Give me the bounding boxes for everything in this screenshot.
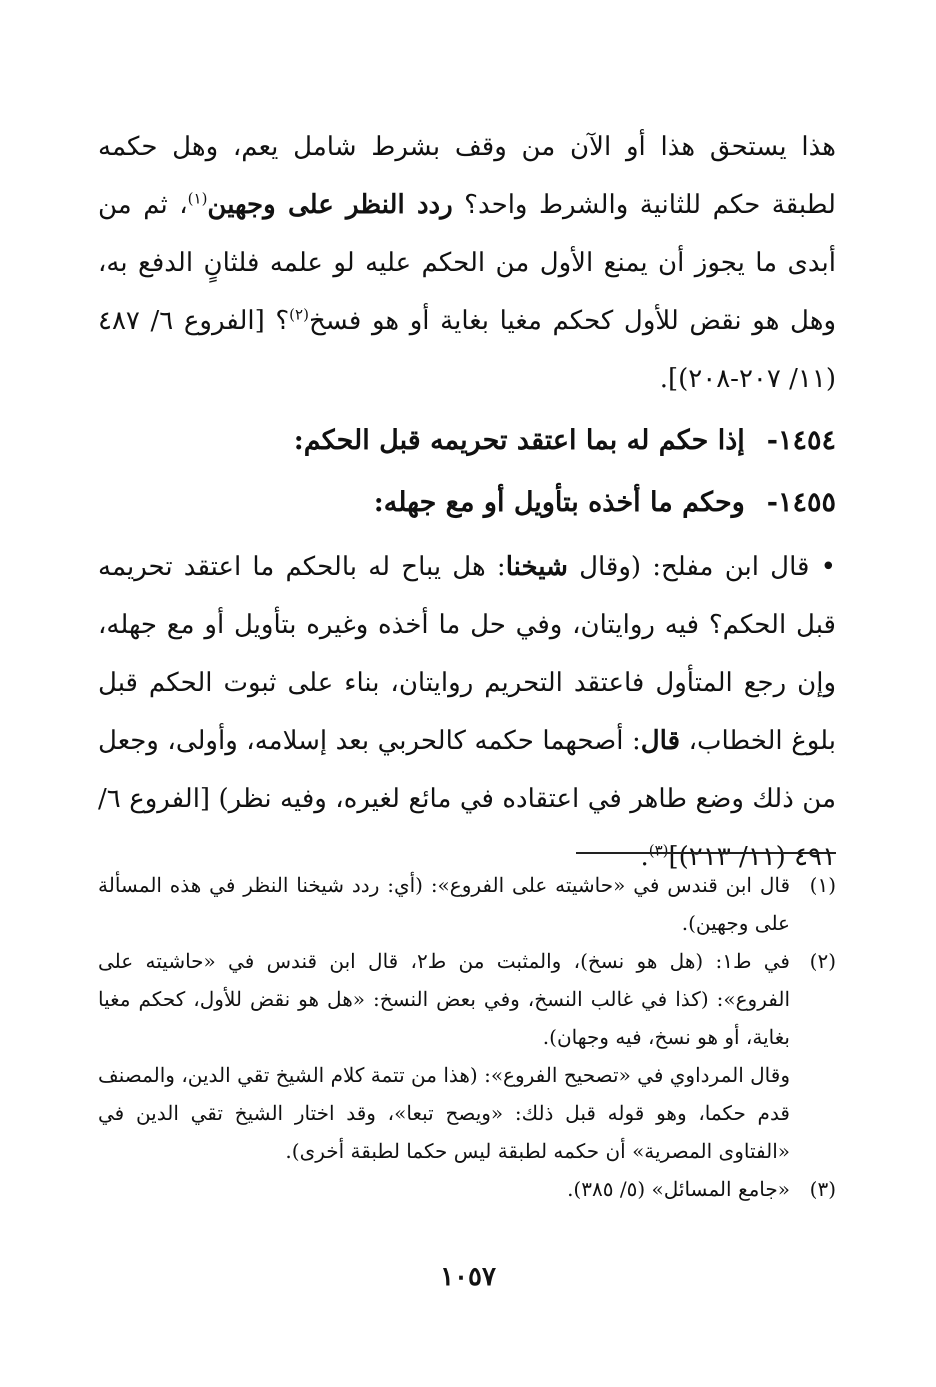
bullet-icon: • <box>820 552 836 582</box>
footnote-1-mark: (١) <box>809 873 836 897</box>
p2-text-a: قال ابن مفلح: (وقال <box>567 552 810 582</box>
p2-text-c: : هل يباح له بالحكم ما اعتقد تحريمه قبل الحكم؟ فيه روايتان، وفي حل ما أخذه وغيره بتأويل أو مع جهله، وإن رجع المتأول فاعتقد التحريم روايتان، بناء على ثبوت الحكم قبل بلوغ الخطاب، <box>98 552 836 756</box>
footnote-3-text: «جامع المسائل» (٥/ ٣٨٥). <box>567 1177 790 1201</box>
paragraph-opening <box>98 118 836 408</box>
footnote-2-text-continued: وقال المرداوي في «تصحيح الفروع»: (هذا من تتمة كلام الشيخ تقي الدين، والمصنف قدم حكما، وهو قوله قبل ذلك: «ويصح تبعا»، وقد اختار الشيخ تقي الدين في «الفتاوى المصرية» أن حكمه لطبقة ليس حكما لطبقة أخرى). <box>98 1063 790 1163</box>
main-text <box>98 118 836 886</box>
p2-bold-shaykhuna: شيخنا <box>505 552 568 582</box>
footnote-ref-3[interactable]: (٣) <box>648 841 669 860</box>
footnote-2 <box>98 942 836 1170</box>
p1-text-a: هذا يستحق هذا أو الآن من وقف بشرط شامل يعم، وهل حكمه لطبقة حكم للثانية والشرط واحد؟ <box>98 132 836 220</box>
page-number: ١٠٥٧ <box>440 1262 496 1292</box>
footnote-2-mark: (٢) <box>809 949 836 973</box>
footnote-1 <box>98 866 836 942</box>
p1-bold-phrase: ردد النظر على وجهين <box>207 190 453 220</box>
heading-1455-number: ١٤٥٥- <box>766 487 836 518</box>
heading-1454-number: ١٤٥٤- <box>766 425 836 456</box>
heading-1454 <box>98 412 836 470</box>
p2-text-f: . <box>640 842 649 872</box>
p2-text-e: : أصحهما حكمه كالحربي بعد إسلامه، وأولى، وجعل من ذلك وضع طاهر في اعتقاده في مائع لغيره، وفيه نظر) [الفروع ٦/ ٤٩١ (١١/ ٢١٣)] <box>98 726 836 872</box>
paragraph-quote <box>98 538 836 886</box>
p2-bold-qala: قال <box>640 726 681 756</box>
footnote-2-text: في ط١: (هل هو نسخ)، والمثبت من ط٢، قال ابن قندس في «حاشيته على الفروع»: (كذا في غالب النسخ، وفي بعض النسخ: «هل هو نقض للأول، كحكم مغيا بغاية، أو هو نسخ، فيه وجهان). <box>98 949 790 1049</box>
heading-1455 <box>98 474 836 532</box>
footnote-3 <box>98 1170 836 1208</box>
footnote-ref-2[interactable]: (٢) <box>289 305 309 324</box>
footnote-3-mark: (٣) <box>809 1177 836 1201</box>
footnote-1-text: قال ابن قندس في «حاشيته على الفروع»: (أي: ردد شيخنا النظر في هذه المسألة على وجهين). <box>98 873 790 935</box>
footnote-ref-1[interactable]: (١) <box>187 189 208 208</box>
footnote-separator <box>576 852 836 854</box>
p1-text-d: ؟ [الفروع ٦/ ٤٨٧ (١١/ ٢٠٧-٢٠٨)]. <box>98 306 836 394</box>
p1-text-c: ، ثم من أبدى ما يجوز أن يمنع الأول من الحكم عليه لو علمه فلثانٍ الدفع به، وهل هو نقض للأول كحكم مغيا بغاية أو هو فسخ <box>98 190 837 336</box>
footnotes <box>98 866 836 1208</box>
heading-1454-title: إذا حكم له بما اعتقد تحريمه قبل الحكم: <box>293 425 745 456</box>
heading-1455-title: وحكم ما أخذه بتأويل أو مع جهله: <box>373 487 745 518</box>
